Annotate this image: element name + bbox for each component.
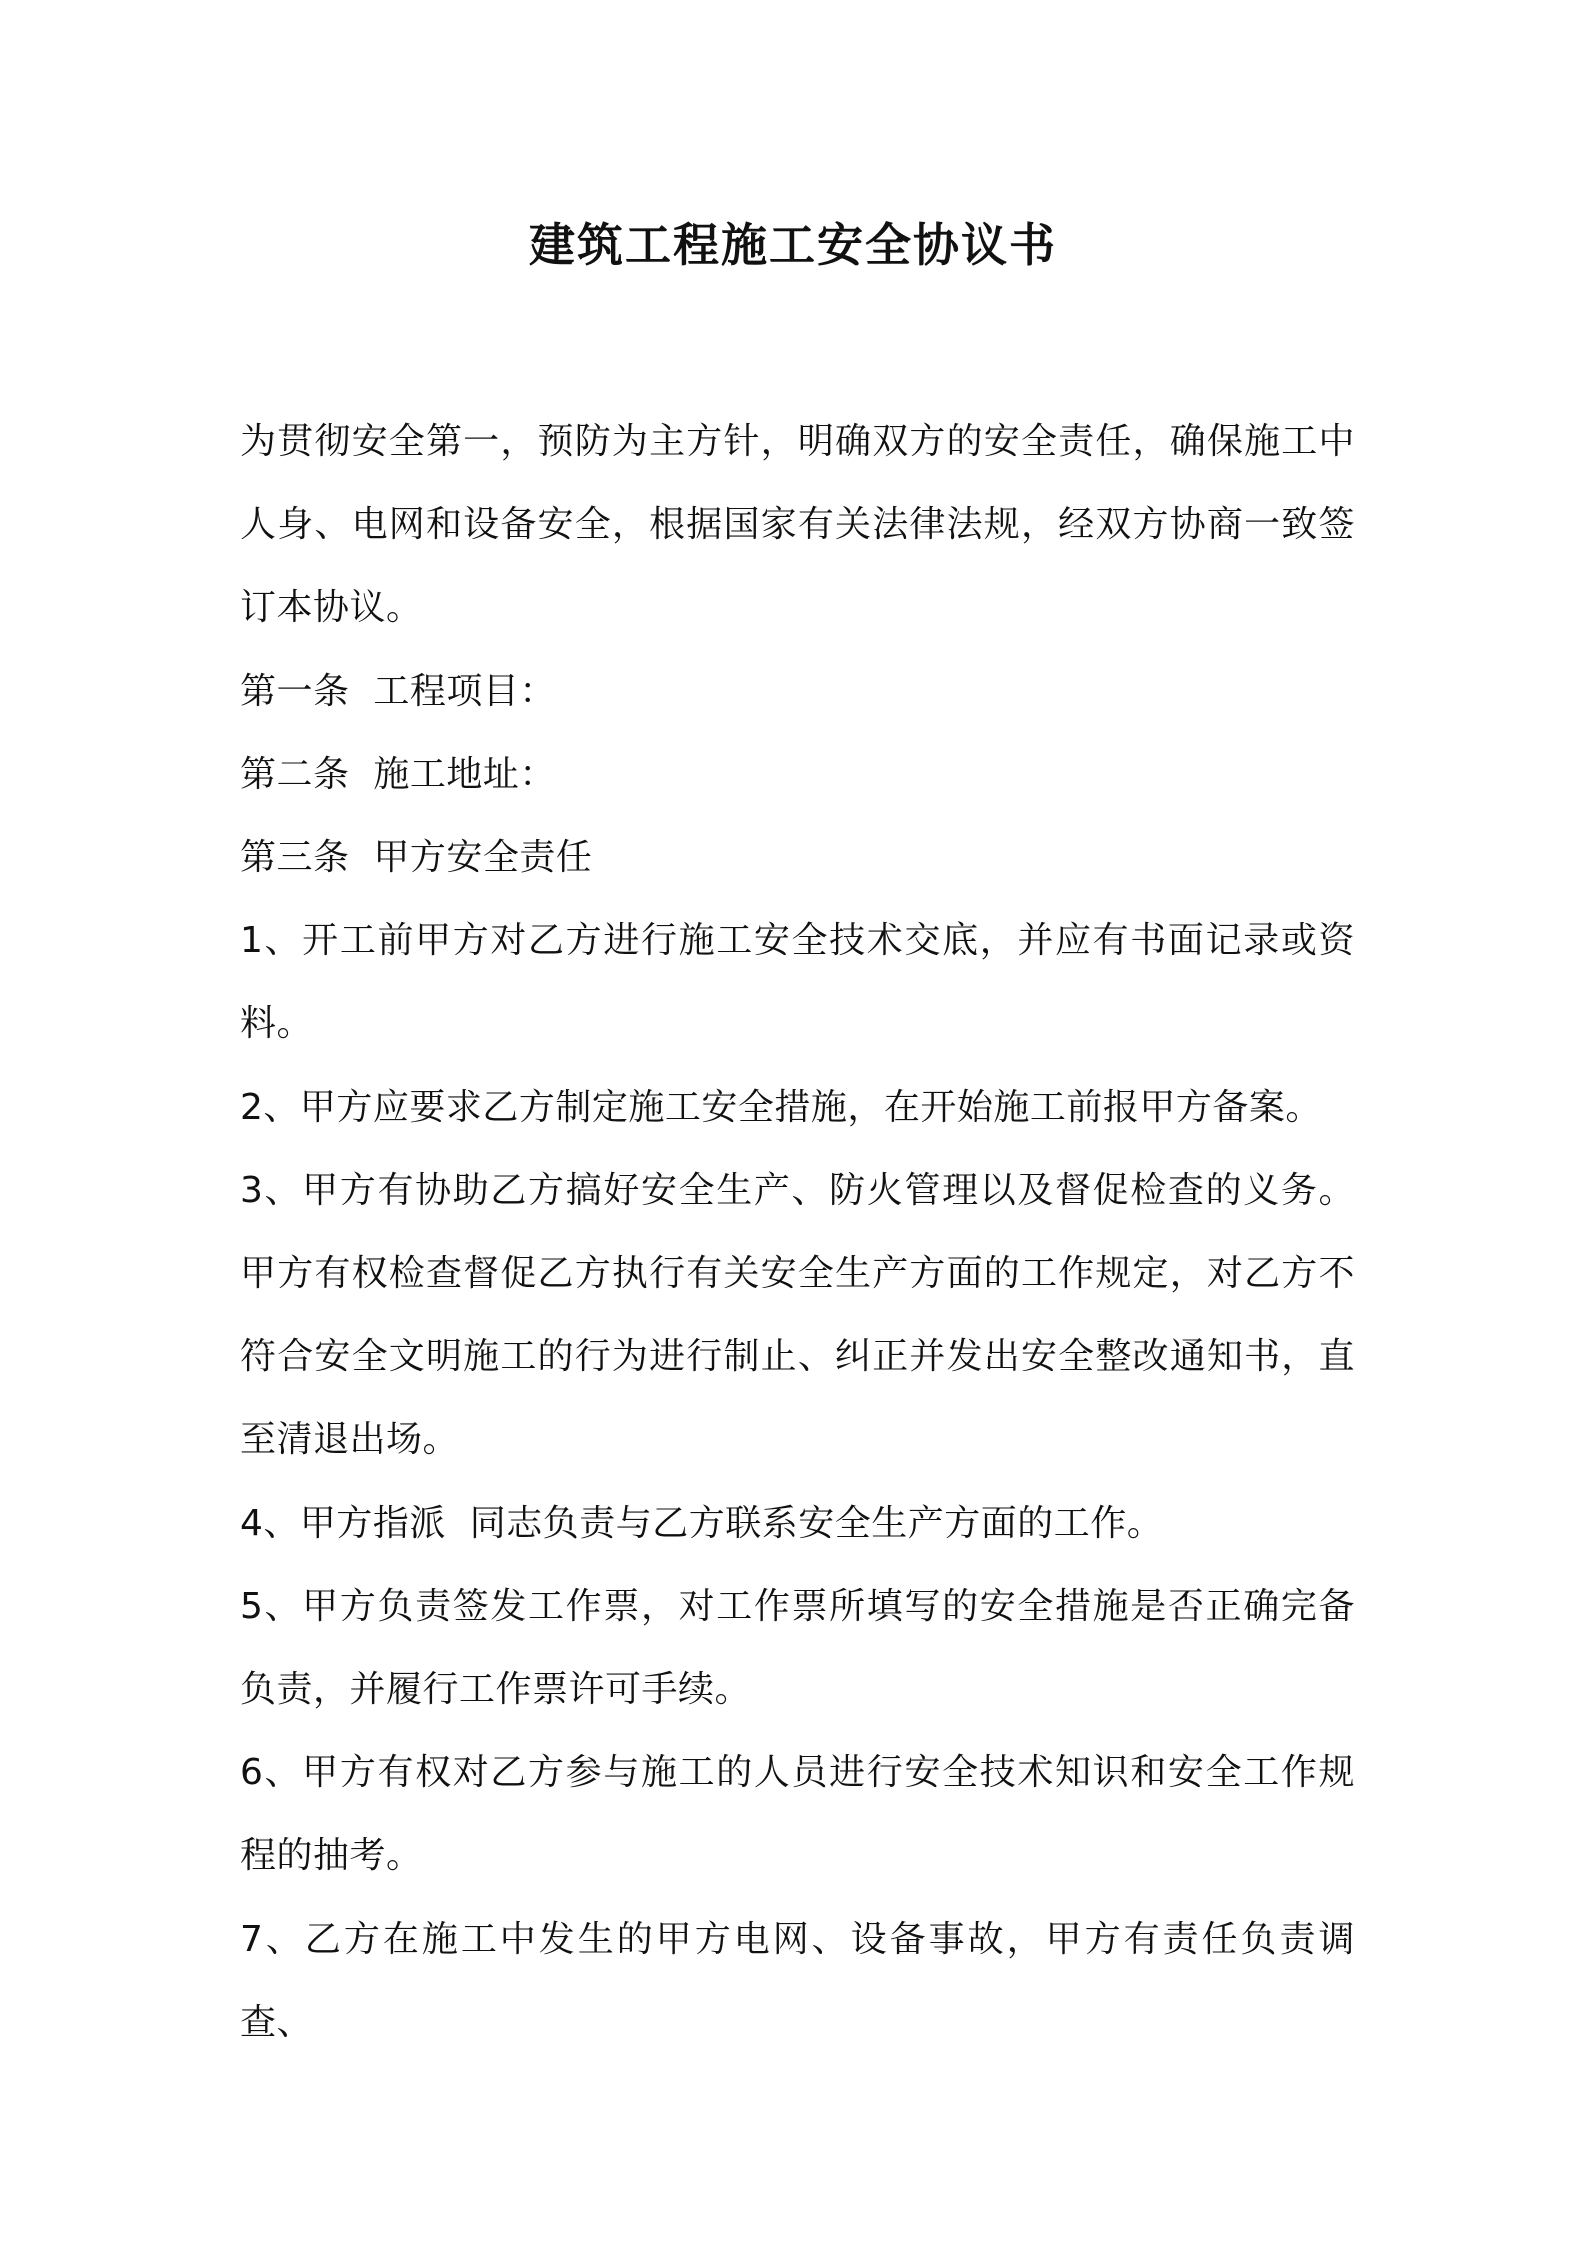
- document-body: [240, 400, 1355, 2064]
- article-2-address: 第二条 施工地址：: [240, 753, 556, 795]
- clause-1: 1、开工前甲方对乙方进行施工安全技术交底，并应有书面记录或资料。: [240, 920, 1355, 1045]
- clause-6: 6、甲方有权对乙方参与施工的人员进行安全技术知识和安全工作规程的抽考。: [240, 1752, 1355, 1877]
- clause-5: 5、甲方负责签发工作票，对工作票所填写的安全措施是否正确完备负责，并履行工作票许可手续。: [240, 1585, 1355, 1711]
- clause-3: 3、甲方有协助乙方搞好安全生产、防火管理以及督促检查的义务。甲方有权检查督促乙方执行有关安全生产方面的工作规定，对乙方不符合安全文明施工的行为进行制止、纠正并发出安全整改通知书，直至清退出场。: [240, 1169, 1355, 1461]
- document-title: 建筑工程施工安全协议书: [529, 218, 1057, 272]
- intro-paragraph: 为贯彻安全第一，预防为主方针，明确双方的安全责任，确保施工中人身、电网和设备安全，根据国家有关法律法规，经双方协商一致签订本协议。: [240, 421, 1355, 629]
- clause-7: 7、乙方在施工中发生的甲方电网、设备事故，甲方有责任负责调查、: [240, 1918, 1355, 2043]
- clause-4: 4、甲方指派 同志负责与乙方联系安全生产方面的工作。: [240, 1502, 1164, 1544]
- article-3-heading: 第三条 甲方安全责任: [240, 837, 593, 879]
- clause-2: 2、甲方应要求乙方制定施工安全措施，在开始施工前报甲方备案。: [240, 1086, 1322, 1128]
- article-1-project: 第一条 工程项目：: [240, 670, 556, 712]
